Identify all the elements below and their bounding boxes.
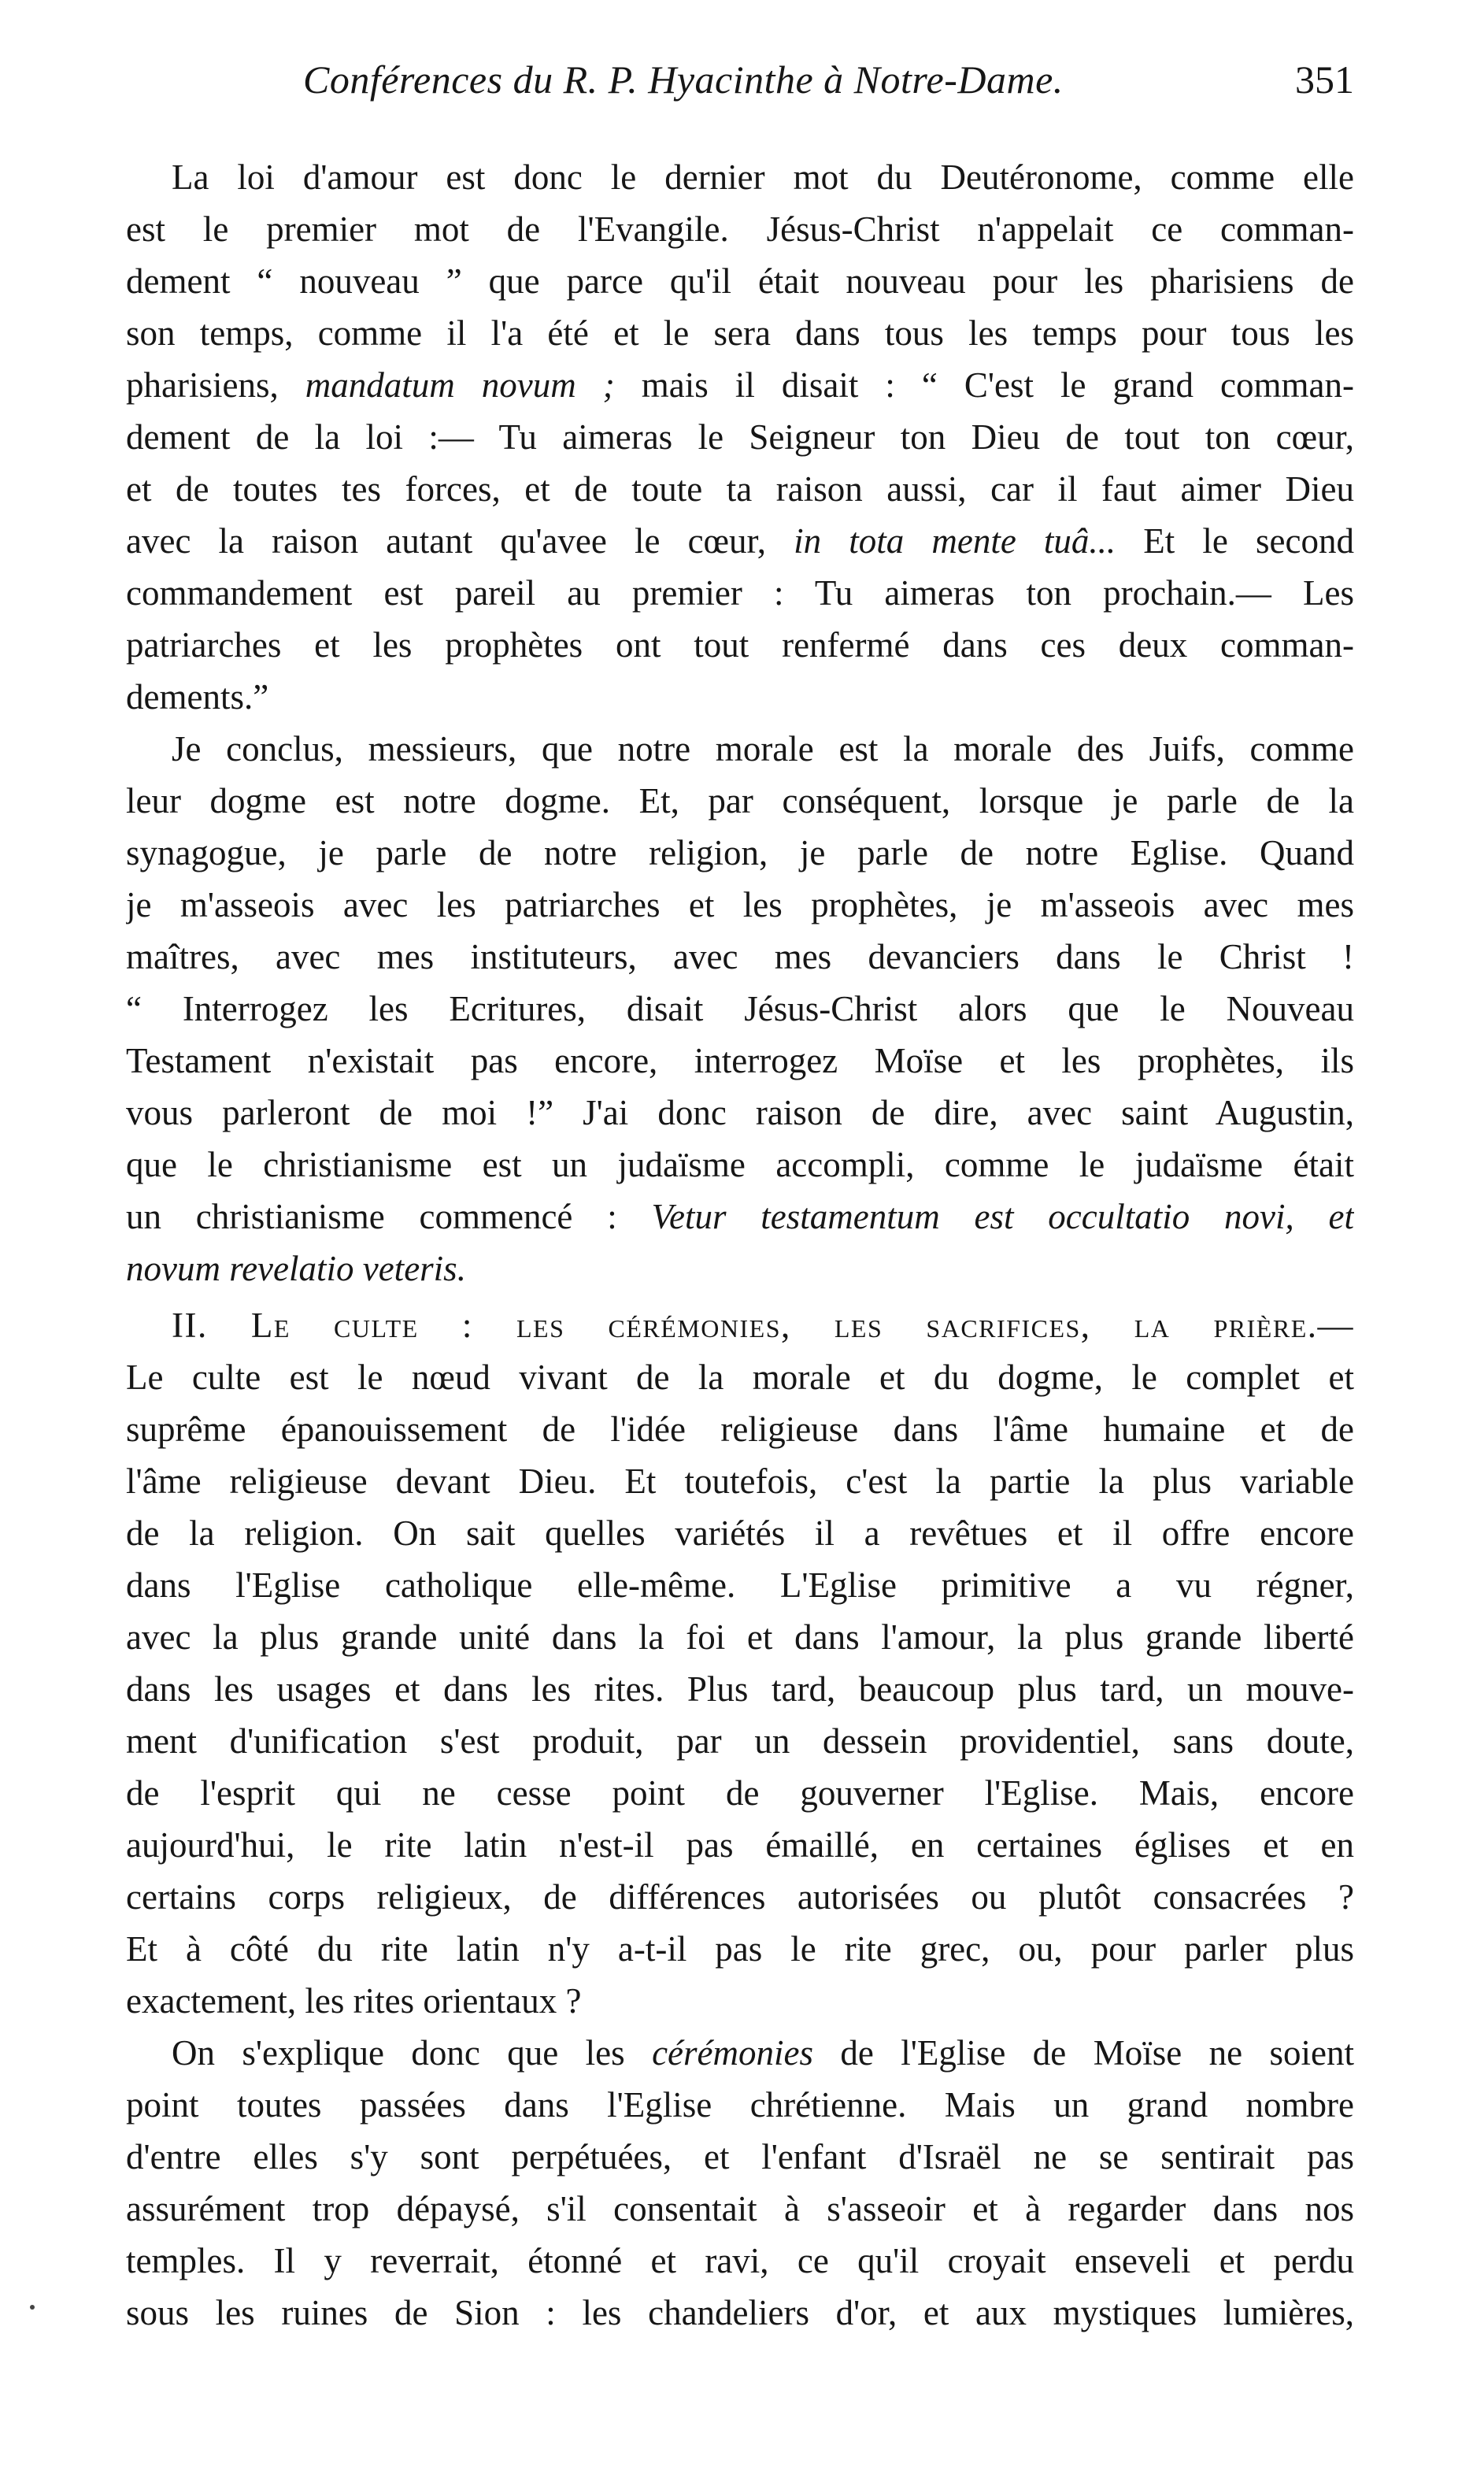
text-line: point toutes passées dans l'Eglise chrétienne. Mais un grand nombre	[126, 2085, 1354, 2125]
text-line: avec la plus grande unité dans la foi et dans l'amour, la plus grande liberté	[126, 1617, 1354, 1657]
text-line: sous les ruines de Sion : les chandeliers d'or, et aux mystiques lumières,	[126, 2293, 1354, 2332]
text-line: leur dogme est notre dogme. Et, par conséquent, lorsque je parle de la	[126, 781, 1354, 821]
italic-phrase: in tota mente tuâ...	[794, 521, 1116, 561]
text-line: Le culte est le nœud vivant de la morale et du dogme, le complet et	[126, 1358, 1354, 1397]
italic-phrase: mandatum novum ;	[305, 365, 615, 405]
text-line: est le premier mot de l'Evangile. Jésus-Christ n'appelait ce comman-	[126, 209, 1354, 249]
text-line: suprême épanouissement de l'idée religieuse dans l'âme humaine et de	[126, 1410, 1354, 1449]
text-line: aujourd'hui, le rite latin n'est-il pas émaillé, en certaines églises et en	[126, 1825, 1354, 1865]
text-line: de l'esprit qui ne cesse point de gouverner l'Eglise. Mais, encore	[126, 1773, 1354, 1813]
page-header	[126, 49, 1354, 120]
paragraph-4	[126, 2027, 1354, 2339]
italic-phrase: Vetur testamentum est occultatio novi, et	[651, 1197, 1354, 1236]
text-line: On s'explique donc que les cérémonies de l'Eglise de Moïse ne soient	[172, 2033, 1354, 2073]
text-line: assurément trop dépaysé, s'il consentait à s'asseoir et à regarder dans nos	[126, 2189, 1354, 2228]
text-line: d'entre elles s'y sont perpétuées, et l'enfant d'Israël ne se sentirait pas	[126, 2137, 1354, 2176]
text-line: Et à côté du rite latin n'y a-t-il pas le rite grec, ou, pour parler plus	[126, 1929, 1354, 1969]
text-line: dements.”	[126, 677, 269, 717]
text-line: son temps, comme il l'a été et le sera dans tous les temps pour tous les	[126, 313, 1354, 353]
text-line: un christianisme commencé : Vetur testamentum est occultatio novi, et	[126, 1197, 1354, 1236]
text-line: de la religion. On sait quelles variétés il a revêtues et il offre encore	[126, 1513, 1354, 1553]
page-number: 351	[1295, 57, 1354, 102]
text-line	[126, 1243, 1354, 1295]
text-line: ment d'unification s'est produit, par un dessein providentiel, sans doute,	[126, 1721, 1354, 1761]
italic-phrase: cérémonies	[652, 2033, 813, 2073]
text-line: dement de la loi :— Tu aimeras le Seigneur ton Dieu de tout ton cœur,	[126, 417, 1354, 457]
text-line: “ Interrogez les Ecritures, disait Jésus-Christ alors que le Nouveau	[126, 989, 1354, 1028]
text-line: certains corps religieux, de différences autorisées ou plutôt consacrées ?	[126, 1877, 1354, 1917]
running-title: Conférences du R. P. Hyacinthe à Notre-Dame.	[303, 57, 1064, 102]
text-line: vous parleront de moi !” J'ai donc raison de dire, avec saint Augustin,	[126, 1093, 1354, 1132]
paragraph-2	[126, 723, 1354, 1295]
text-line: maîtres, avec mes instituteurs, avec mes devanciers dans le Christ !	[126, 937, 1354, 976]
text-line: exactement, les rites orientaux ?	[126, 1981, 582, 2021]
paragraph-1	[126, 151, 1354, 723]
text-line: et de toutes tes forces, et de toute ta raison aussi, car il faut aimer Dieu	[126, 469, 1354, 509]
text-line: dans l'Eglise catholique elle-même. L'Eglise primitive a vu régner,	[126, 1565, 1354, 1605]
italic-phrase: novum revelatio veteris.	[126, 1249, 466, 1288]
text-line: dement “ nouveau ” que parce qu'il était nouveau pour les pharisiens de	[126, 261, 1354, 301]
page-speck	[30, 2305, 35, 2310]
text-line: l'âme religieuse devant Dieu. Et toutefois, c'est la partie la plus variable	[126, 1461, 1354, 1501]
text-line: La loi d'amour est donc le dernier mot du Deutéronome, comme elle	[172, 157, 1354, 197]
text-line: dans les usages et dans les rites. Plus tard, beaucoup plus tard, un mouve-	[126, 1669, 1354, 1709]
body-text	[126, 151, 1354, 2339]
text-line: synagogue, je parle de notre religion, je parle de notre Eglise. Quand	[126, 833, 1354, 872]
text-line: Je conclus, messieurs, que notre morale est la morale des Juifs, comme	[172, 729, 1354, 769]
text-line: je m'asseois avec les patriarches et les prophètes, je m'asseois avec mes	[126, 885, 1354, 924]
text-line: patriarches et les prophètes ont tout renfermé dans ces deux comman-	[126, 625, 1354, 665]
text-line: pharisiens, mandatum novum ; mais il disait : “ C'est le grand comman-	[126, 365, 1354, 405]
section-heading: II. Le culte : les cérémonies, les sacrifices, la prière.—	[172, 1306, 1354, 1345]
text-line: commandement est pareil au premier : Tu aimeras ton prochain.— Les	[126, 573, 1354, 613]
text-line: temples. Il y reverrait, étonné et ravi, ce qu'il croyait enseveli et perdu	[126, 2241, 1354, 2280]
text-line: avec la raison autant qu'avee le cœur, in tota mente tuâ... Et le second	[126, 521, 1354, 561]
text-line: que le christianisme est un judaïsme accompli, comme le judaïsme était	[126, 1145, 1354, 1184]
text-line: Testament n'existait pas encore, interrogez Moïse et les prophètes, ils	[126, 1041, 1354, 1080]
paragraph-3	[126, 1299, 1354, 2027]
